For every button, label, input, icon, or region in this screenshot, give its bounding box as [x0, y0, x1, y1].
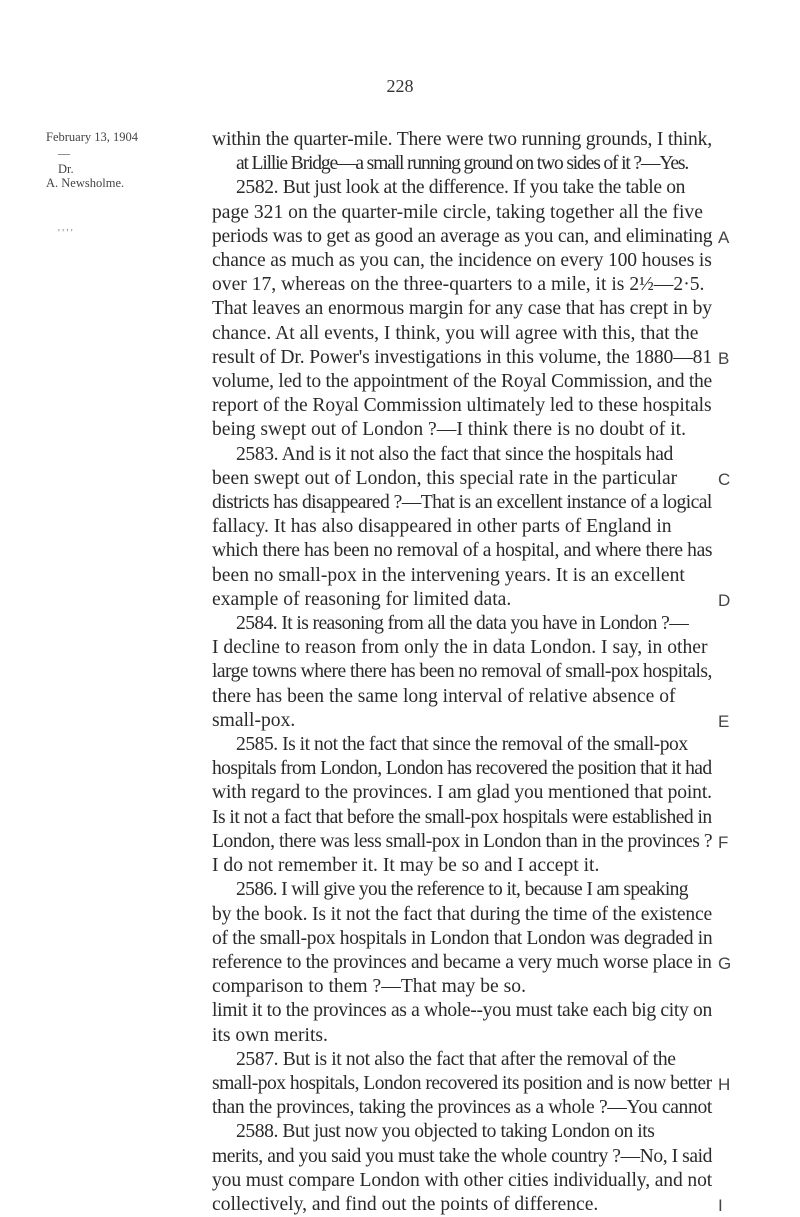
text-line: 2582. But just look at the difference. If you take the table on	[236, 177, 686, 199]
text-line: I do not remember it. It may be so and I accept it.	[212, 855, 600, 877]
text-line: 2588. But just now you objected to taking London on its	[236, 1121, 655, 1143]
section-letter: D	[718, 590, 731, 610]
body-text	[212, 128, 712, 1217]
text-line: large towns where there has been no removal of small-pox hospitals,	[212, 661, 712, 683]
text-line: hospitals from London, London has recovered the position that it had	[212, 758, 712, 780]
text-line: you must compare London with other cities individually, and not	[212, 1169, 713, 1191]
text-line: Is it not a fact that before the small-pox hospitals were established in	[212, 806, 712, 828]
text-line: example of reasoning for limited data.	[212, 588, 512, 610]
section-letter: E	[718, 711, 730, 731]
section-letter: F	[718, 832, 729, 852]
text-line: over 17, whereas on the three-quarters to a mile, it is 2½—2·5.	[212, 274, 705, 296]
text-line: small-pox hospitals, London recovered its position and is now better	[212, 1072, 712, 1094]
text-line: That leaves an enormous margin for any case that has crept in by	[212, 298, 712, 320]
text-line: been swept out of London, this special rate in the particular	[212, 467, 678, 489]
text-line: within the quarter-mile. There were two running grounds, I think,	[212, 129, 712, 150]
margin-date: February 13, 1904	[46, 130, 138, 144]
margin-dr: Dr.	[58, 162, 74, 176]
section-letter: B	[718, 348, 730, 368]
text-line: at Lillie Bridge—a small running ground on two sides of it ?—Yes.	[236, 153, 689, 175]
text-line: of the small-pox hospitals in London that London was degraded in	[212, 927, 713, 949]
text-line: which there has been no removal of a hospital, and where there has	[212, 540, 713, 562]
section-letter: G	[718, 953, 732, 973]
text-line: chance as much as you can, the incidence on every 100 houses is	[212, 250, 712, 272]
text-line: merits, and you said you must take the whole country ?—No, I said	[212, 1145, 712, 1167]
text-line: comparison to them ?—That may be so.	[212, 976, 526, 998]
page-number: 228	[386, 76, 414, 96]
section-letter: C	[718, 469, 731, 489]
margin-witness-name: A. Newsholme.	[46, 176, 125, 190]
margin-ticks: ' ' ' '	[58, 228, 73, 239]
text-line: collectively, and find out the points of difference.	[212, 1193, 599, 1215]
text-line: 2586. I will give you the reference to it, because I am speaking	[236, 879, 688, 901]
text-line: its own merits.	[212, 1024, 328, 1046]
text-line: London, there was less small-pox in London than in the provinces ?	[212, 830, 713, 852]
text-line: 2584. It is reasoning from all the data you have in London ?—	[236, 613, 689, 635]
text-line: report of the Royal Commission ultimately led to these hospitals	[212, 395, 712, 417]
text-line: reference to the provinces and became a very much worse place in	[212, 951, 712, 973]
text-line: small-pox.	[212, 709, 296, 731]
section-letter: H	[718, 1074, 731, 1094]
text-line: volume, led to the appointment of the Royal Commission, and the	[212, 371, 712, 393]
text-line: periods was to get as good an average as you can, and eliminating	[212, 225, 713, 247]
text-line: fallacy. It has also disappeared in other parts of England in	[212, 516, 672, 538]
text-line: there has been the same long interval of relative absence of	[212, 685, 676, 707]
text-line: by the book. Is it not the fact that during the time of the existence	[212, 903, 713, 925]
margin-dash: —	[58, 146, 70, 160]
text-line: districts has disappeared ?—That is an excellent instance of a logical	[212, 492, 712, 514]
section-letter: I	[718, 1195, 723, 1215]
text-line: 2585. Is it not the fact that since the removal of the small-pox	[236, 734, 688, 756]
text-line: limit it to the provinces as a whole--you must take each big city on	[212, 1000, 712, 1022]
text-line: been no small-pox in the intervening years. It is an excellent	[212, 564, 685, 586]
text-line: page 321 on the quarter-mile circle, taking together all the five	[212, 201, 703, 223]
text-line: being swept out of London ?—I think there is no doubt of it.	[212, 419, 686, 441]
text-line: 2587. But is it not also the fact that after the removal of the	[236, 1048, 676, 1070]
text-line: I decline to reason from only the in data London. I say, in other	[212, 637, 708, 659]
text-line: with regard to the provinces. I am glad you mentioned that point.	[212, 782, 712, 804]
text-line: 2583. And is it not also the fact that since the hospitals had	[236, 443, 673, 465]
text-line: chance. At all events, I think, you will agree with this, that the	[212, 322, 699, 344]
text-line: result of Dr. Power's investigations in this volume, the 1880—81	[212, 346, 713, 368]
section-letter: A	[718, 227, 730, 247]
text-line: than the provinces, taking the provinces as a whole ?—You cannot	[212, 1097, 713, 1119]
